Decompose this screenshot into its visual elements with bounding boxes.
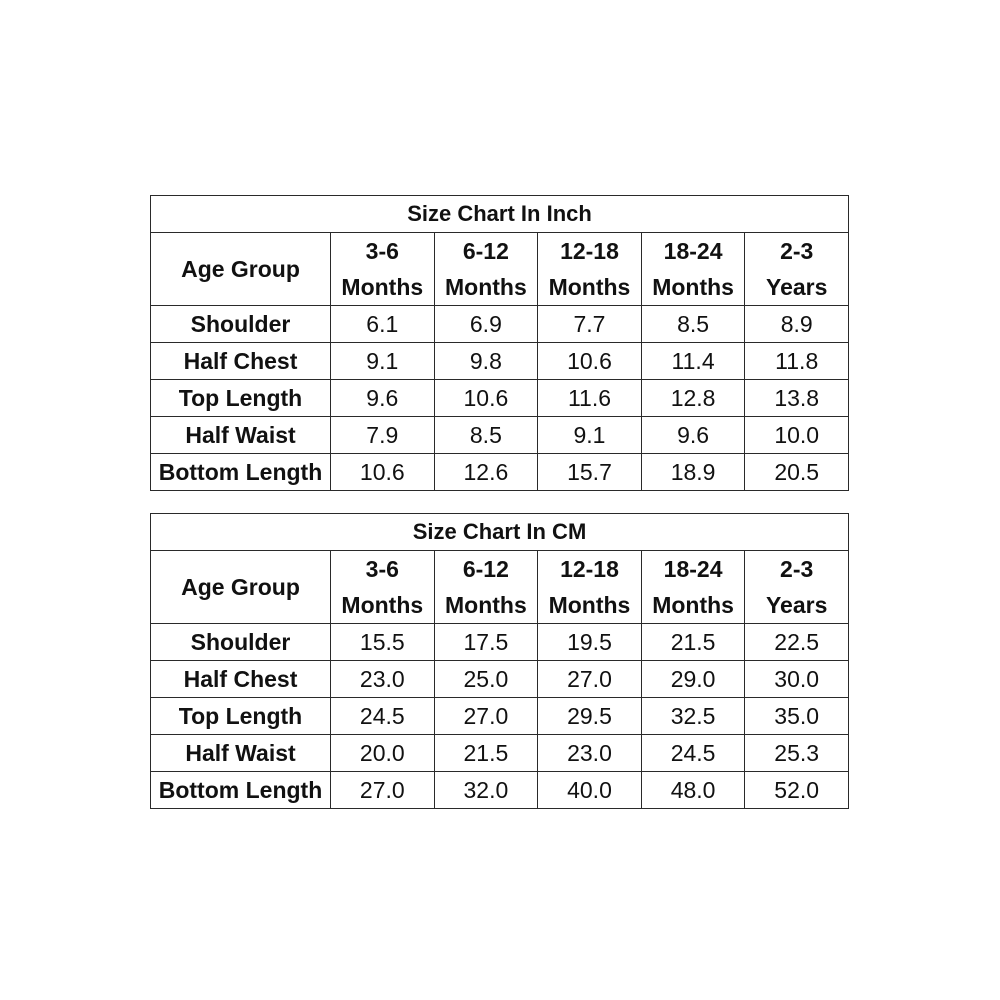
age-range-label: 18-24 [663,556,723,582]
measurement-value: 32.5 [641,698,745,735]
measurement-label: Top Length [151,380,331,417]
measurement-value: 12.6 [434,454,538,491]
measurement-value: 10.6 [434,380,538,417]
measurement-label: Half Waist [151,417,331,454]
measurement-value: 7.9 [331,417,435,454]
age-column-header [538,551,642,624]
measurement-value: 8.9 [745,306,849,343]
measurement-value: 20.0 [331,735,435,772]
table-title: Size Chart In Inch [151,196,849,233]
age-unit-label: Months [548,274,631,300]
age-unit-label: Months [652,274,734,300]
size-chart-inch-body [151,196,849,491]
age-column-header [331,551,435,624]
measurement-value: 13.8 [745,380,849,417]
age-group-header: Age Group [151,233,331,306]
table-row [151,735,849,772]
table-row [151,661,849,698]
measurement-value: 23.0 [538,735,642,772]
age-unit-label: Months [341,592,424,618]
age-range-label: 2-3 [780,238,814,264]
age-group-header: Age Group [151,551,331,624]
measurement-value: 40.0 [538,772,642,809]
measurement-label: Bottom Length [151,772,331,809]
age-unit-label: Years [766,274,828,300]
table-row [151,624,849,661]
measurement-value: 9.1 [538,417,642,454]
table-title-row [151,514,849,551]
measurement-label: Half Waist [151,735,331,772]
age-unit-label: Months [445,592,527,618]
age-column-header [745,233,849,306]
table-row [151,343,849,380]
measurement-value: 21.5 [434,735,538,772]
age-column-header [434,233,538,306]
age-unit-label: Months [341,274,424,300]
measurement-value: 32.0 [434,772,538,809]
age-unit-label: Months [445,274,527,300]
table-row [151,698,849,735]
measurement-value: 48.0 [641,772,745,809]
age-unit-label: Months [548,592,631,618]
measurement-value: 10.0 [745,417,849,454]
age-column-header [641,551,745,624]
measurement-value: 21.5 [641,624,745,661]
age-range-label: 12-18 [560,238,619,264]
measurement-value: 8.5 [434,417,538,454]
age-range-label: 6-12 [462,238,509,264]
measurement-value: 20.5 [745,454,849,491]
measurement-label: Top Length [151,698,331,735]
table-title-row [151,196,849,233]
measurement-value: 24.5 [641,735,745,772]
measurement-value: 17.5 [434,624,538,661]
measurement-value: 8.5 [641,306,745,343]
age-range-label: 12-18 [560,556,619,582]
measurement-value: 27.0 [331,772,435,809]
measurement-value: 52.0 [745,772,849,809]
size-chart-inch-table [150,195,849,491]
measurement-label: Shoulder [151,306,331,343]
age-unit-label: Months [652,592,734,618]
measurement-value: 27.0 [434,698,538,735]
measurement-value: 11.4 [641,343,745,380]
measurement-value: 9.6 [331,380,435,417]
age-column-header [331,233,435,306]
measurement-value: 29.0 [641,661,745,698]
age-column-header [641,233,745,306]
measurement-value: 10.6 [331,454,435,491]
measurement-value: 23.0 [331,661,435,698]
measurement-value: 9.1 [331,343,435,380]
measurement-label: Half Chest [151,343,331,380]
measurement-value: 9.6 [641,417,745,454]
size-chart-cm-table [150,513,849,809]
age-range-label: 3-6 [365,556,399,582]
measurement-value: 6.9 [434,306,538,343]
table-row [151,417,849,454]
measurement-value: 11.6 [538,380,642,417]
age-column-header [434,551,538,624]
measurement-value: 18.9 [641,454,745,491]
measurement-value: 24.5 [331,698,435,735]
age-range-label: 2-3 [780,556,814,582]
age-range-label: 3-6 [365,238,399,264]
measurement-label: Half Chest [151,661,331,698]
age-range-label: 18-24 [663,238,723,264]
measurement-value: 35.0 [745,698,849,735]
measurement-value: 15.5 [331,624,435,661]
age-unit-label: Years [765,592,828,618]
table-row [151,454,849,491]
measurement-value: 7.7 [538,306,642,343]
table-row [151,380,849,417]
age-range-label: 6-12 [462,556,509,582]
table-header-row [151,233,849,306]
measurement-value: 22.5 [745,624,849,661]
measurement-label: Shoulder [151,624,331,661]
measurement-value: 27.0 [538,661,642,698]
measurement-value: 9.8 [434,343,538,380]
measurement-value: 29.5 [538,698,642,735]
table-row [151,306,849,343]
table-header-row [151,551,849,624]
measurement-value: 15.7 [538,454,642,491]
measurement-value: 25.3 [745,735,849,772]
measurement-value: 30.0 [745,661,849,698]
table-row [151,772,849,809]
measurement-value: 6.1 [331,306,435,343]
measurement-label: Bottom Length [151,454,331,491]
age-column-header [745,551,849,624]
age-column-header [538,233,642,306]
table-title: Size Chart In CM [151,514,849,551]
size-chart-cm-body [151,514,849,809]
measurement-value: 19.5 [538,624,642,661]
measurement-value: 11.8 [745,343,849,380]
measurement-value: 25.0 [434,661,538,698]
measurement-value: 10.6 [538,343,642,380]
measurement-value: 12.8 [641,380,745,417]
